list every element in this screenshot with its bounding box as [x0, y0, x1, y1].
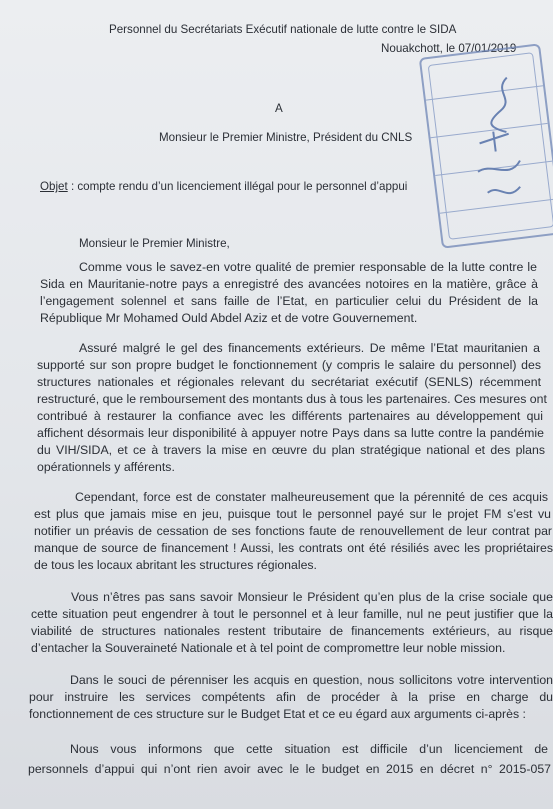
- paragraph-2-line-2: supporté sur son propre budget le fonctionnement (y compris le salaire du personnel) des: [37, 358, 541, 372]
- paragraph-5-line-1: Dans le souci de pérenniser les acquis en question, nous sollicitons votre intervention: [70, 673, 553, 687]
- paragraph-4-line-4: d’entacher la Souveraineté Nationale et à tel point de compromettre leur noble mission.: [31, 641, 506, 655]
- paragraph-2-line-5: contribué à restaurer la confiance avec les différents partenaires au développement qui: [37, 409, 543, 423]
- paragraph-3-line-1: Cependant, force est de constater malheureusement que la pérennité de ces acquis: [75, 490, 548, 504]
- paragraph-4-line-1: Vous n’êtres pas sans savoir Monsieur le Président qu’en plus de la crise sociale que: [71, 590, 553, 604]
- paragraph-5-line-3: fonctionnement de ces structure sur le Budget Etat et ce eu égard aux arguments ci-après :: [29, 707, 526, 721]
- object-text: : compte rendu d’un licenciement illégal pour le personnel d’appui: [67, 180, 408, 193]
- paragraph-3-line-3: notifier un préavis de cessation de ses fonctions faute de renouvellement de leur contrat par: [34, 524, 552, 538]
- received-stamp: [419, 43, 553, 248]
- paragraph-5-line-2: pour instruire les services compétents afin de procéder à la prise en charge du: [29, 690, 553, 704]
- salutation: Monsieur le Premier Ministre,: [79, 237, 230, 250]
- paragraph-4-line-2: cette situation peut engendrer à tout le personnel et à leur famille, nul ne peut justifier que la: [31, 607, 553, 621]
- recipient-line: Monsieur le Premier Ministre, Président du CNLS: [159, 131, 413, 144]
- paragraph-1-line-2: Sida en Mauritanie-notre pays a enregistré des avancées notoires en la matière, grâce à: [40, 277, 538, 291]
- object-line: [40, 179, 407, 194]
- paragraph-6-line-1: Nous vous informons que cette situation est difficile d’un licenciement de: [70, 742, 548, 756]
- paragraph-2-line-3: structures nationales et régionales relevant du secrétariat exécutif (SENLS) récemment: [37, 375, 541, 389]
- object-label: Objet: [40, 180, 68, 193]
- place-date: Nouakchott, le 07/01/2019: [381, 42, 517, 55]
- paragraph-1-line-3: l’engagement solennel et sans faille de l’Etat, en particulier celui du Président de la: [40, 294, 538, 308]
- paragraph-4-line-3: viabilité de structures nationales restent tributaire de financements extérieurs, au risque: [31, 624, 553, 638]
- sender-line: Personnel du Secrétariats Exécutif nationale de lutte contre le SIDA: [109, 23, 457, 36]
- paragraph-3-line-4: manque de source de financement ! Aussi, les contrats ont été résiliés avec les propriétaires: [34, 541, 553, 555]
- paragraph-2-line-4: restructuré, que le remboursement des montants dus à tous les partenaires. Ces mesures ont: [37, 392, 547, 406]
- paragraph-2-line-1: Assuré malgré le gel des financements extérieurs. De même l’Etat mauritanien a: [79, 341, 540, 355]
- paragraph-1-line-1: Comme vous le savez-en votre qualité de premier responsable de la lutte contre le: [79, 260, 537, 274]
- paragraph-1-line-4: République Mr Mohamed Ould Abdel Aziz et de votre Gouvernement.: [40, 311, 418, 325]
- paragraph-3-line-5: de tous les locaux abritant les structures régionales.: [34, 558, 317, 572]
- paragraph-2-line-6: affichent désormais leur disponibilité à appuyer notre Pays dans sa lutte contre la pandémie: [37, 426, 544, 440]
- paragraph-2-line-7: du VIH/SIDA, et ce à travers la mise en œuvre du plan stratégique national et des plans: [37, 443, 545, 457]
- to-letter: A: [275, 102, 283, 115]
- paragraph-3-line-2: est plus que jamais mise en jeu, puisque tout le personnel payé sur le projet FM s’est vu: [34, 507, 551, 521]
- paragraph-2-line-8: opérationnels y afférents.: [37, 460, 175, 474]
- paragraph-6-line-2: personnels d’appui qui n’ont rien avoir avec le le budget en 2015 en décret n° 2015-057: [28, 762, 551, 776]
